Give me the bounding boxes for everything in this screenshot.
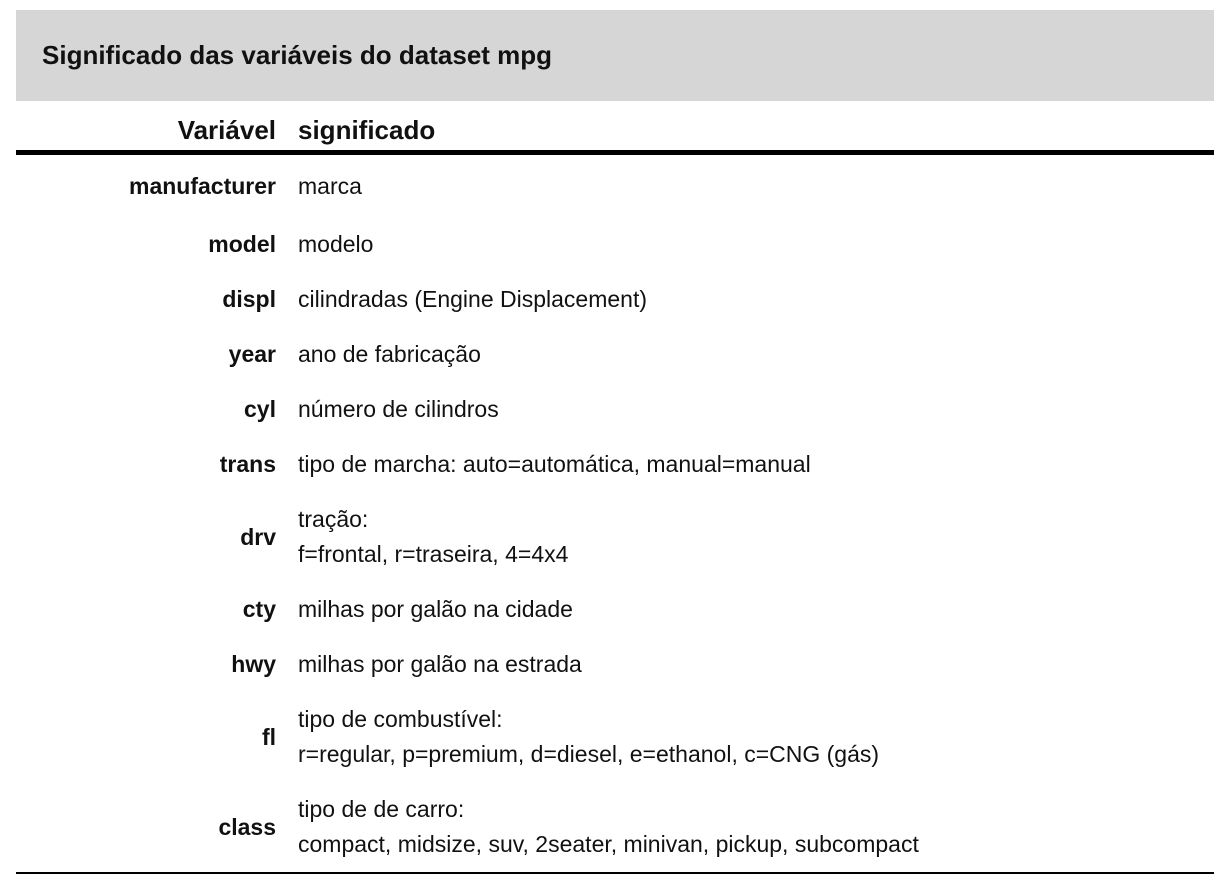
- variable-meaning: [280, 637, 1214, 692]
- variable-name: class: [16, 782, 280, 873]
- variable-meaning: [280, 437, 1214, 492]
- variable-name: year: [228, 341, 276, 367]
- meaning-line: cilindradas (Engine Displacement): [298, 286, 647, 312]
- variable-meaning: [280, 217, 1214, 272]
- table-row: [16, 382, 1214, 437]
- meaning-line: compact, midsize, suv, 2seater, minivan, pickup, subcompact: [298, 831, 919, 857]
- meaning-line: r=regular, p=premium, d=diesel, e=ethanol, c=CNG (gás): [298, 741, 880, 767]
- meaning-line: modelo: [298, 231, 374, 257]
- table-row: [16, 492, 1214, 582]
- meaning-line: milhas por galão na cidade: [298, 596, 573, 622]
- meaning-line: tração:: [298, 506, 369, 532]
- variable-name: hwy: [231, 651, 276, 677]
- table-title: Significado das variáveis do dataset mpg: [42, 40, 553, 70]
- table-row: [16, 327, 1214, 382]
- table-title-bar: [16, 10, 1214, 101]
- table-row: [16, 782, 1214, 873]
- column-header-meaning: significado: [280, 110, 1214, 153]
- header-row: [16, 110, 1214, 153]
- meaning-line: tipo de marcha: auto=automática, manual=manual: [298, 451, 811, 477]
- variable-name: cyl: [244, 396, 276, 422]
- variables-table: [16, 110, 1214, 874]
- meaning-line: marca: [298, 172, 362, 199]
- meaning-line: número de cilindros: [298, 396, 499, 422]
- variable-name: trans: [219, 451, 276, 477]
- meaning-line: tipo de de carro:: [298, 796, 465, 822]
- table-row: [16, 217, 1214, 272]
- variable-meaning: [280, 153, 1214, 218]
- variable-meaning: [280, 692, 1214, 782]
- table-row: [16, 153, 1214, 218]
- meaning-line: milhas por galão na estrada: [298, 651, 582, 677]
- variable-name: fl: [261, 723, 276, 750]
- variable-meaning: [280, 382, 1214, 437]
- table-row: [16, 272, 1214, 327]
- table-row: [16, 437, 1214, 492]
- variable-meaning: [280, 582, 1214, 637]
- variable-name: drv: [240, 523, 276, 550]
- variable-name: model: [208, 231, 276, 257]
- variable-name: cty: [242, 596, 276, 622]
- column-header-variable: Variável: [16, 110, 280, 153]
- table-row: [16, 582, 1214, 637]
- table-row: [16, 692, 1214, 782]
- meaning-line: f=frontal, r=traseira, 4=4x4: [298, 541, 569, 567]
- variable-meaning: [280, 782, 1214, 873]
- variable-name: manufacturer: [129, 172, 276, 199]
- variable-name: displ: [222, 286, 276, 312]
- meaning-line: ano de fabricação: [298, 341, 481, 367]
- variable-meaning: [280, 272, 1214, 327]
- variable-meaning: [280, 492, 1214, 582]
- meaning-line: tipo de combustível:: [298, 706, 503, 732]
- table-row: [16, 637, 1214, 692]
- variable-meaning: [280, 327, 1214, 382]
